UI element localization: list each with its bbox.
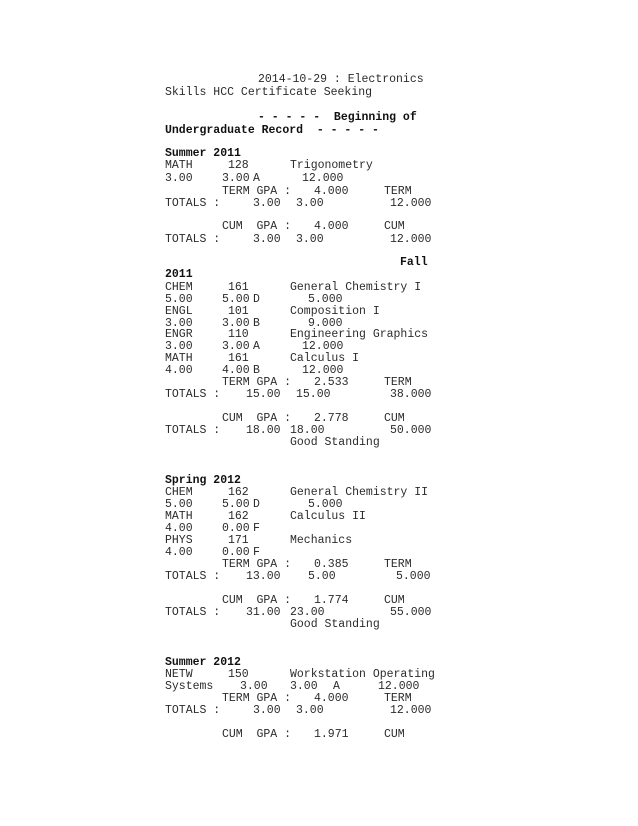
cum-attempted-total: 18.00 <box>246 424 281 437</box>
academic-standing: Good Standing <box>290 436 380 449</box>
course-title: Workstation Operating <box>290 668 435 681</box>
course-subject: CHEM <box>165 486 193 499</box>
term-earned-total: 15.00 <box>296 388 331 401</box>
cum-earned-total: 23.00 <box>290 606 325 619</box>
course-attempted: 3.00 <box>240 680 268 693</box>
course-earned: 4.00 <box>222 364 250 377</box>
course-earned: 3.00 <box>222 340 250 353</box>
term-points-total: 38.000 <box>390 388 432 401</box>
course-subject: MATH <box>165 352 193 365</box>
course-attempted: 3.00 <box>165 172 193 185</box>
course-earned: 3.00 <box>222 317 250 330</box>
course-grade: B <box>253 317 260 330</box>
cum-gpa-value: 1.971 <box>314 728 349 741</box>
course-attempted: 3.00 <box>165 340 193 353</box>
course-subject: ENGR <box>165 328 193 341</box>
cum-gpa-value: 2.778 <box>314 412 349 425</box>
term-earned-total: 3.00 <box>296 197 324 210</box>
totals-label: TOTALS : <box>165 424 221 437</box>
course-title: General Chemistry II <box>290 486 429 499</box>
cum-gpa-value: 4.000 <box>314 220 349 233</box>
course-earned: 3.00 <box>290 680 318 693</box>
course-points: 9.000 <box>308 317 343 330</box>
academic-standing: Good Standing <box>290 618 380 631</box>
course-title: Calculus II <box>290 510 366 523</box>
term-heading: Spring 2012 <box>165 474 241 487</box>
course-number: 162 <box>228 486 249 499</box>
course-number: 150 <box>228 668 249 681</box>
term-label: TERM <box>384 558 412 571</box>
course-attempted: 3.00 <box>165 317 193 330</box>
term-gpa-label: TERM GPA : <box>222 185 292 198</box>
transcript-program-status: Skills HCC Certificate Seeking <box>165 86 373 99</box>
cum-label: CUM <box>384 728 405 741</box>
term-gpa-label: TERM GPA : <box>222 558 292 571</box>
course-attempted: 4.00 <box>165 546 193 559</box>
course-points: 12.000 <box>378 680 420 693</box>
course-number: 161 <box>228 281 249 294</box>
course-earned: 0.00 <box>222 546 250 559</box>
course-number: 101 <box>228 305 249 318</box>
course-title: Trigonometry <box>290 159 373 172</box>
term-earned-total: 3.00 <box>296 704 324 717</box>
course-number: 161 <box>228 352 249 365</box>
course-grade: A <box>253 340 260 353</box>
cum-label: CUM <box>384 594 405 607</box>
course-number: 162 <box>228 510 249 523</box>
course-subject: ENGL <box>165 305 193 318</box>
cum-label: CUM <box>384 412 405 425</box>
course-points: 5.000 <box>308 293 343 306</box>
transcript-date-program: 2014-10-29 : Electronics <box>258 73 424 86</box>
course-earned: 5.00 <box>222 498 250 511</box>
course-number: 171 <box>228 534 249 547</box>
totals-label: TOTALS : <box>165 704 221 717</box>
term-attempted-total: 15.00 <box>246 388 281 401</box>
term-label: TERM <box>384 185 412 198</box>
course-grade: F <box>253 522 260 535</box>
course-title: Composition I <box>290 305 380 318</box>
course-subject: MATH <box>165 159 193 172</box>
cum-earned-total: 18.00 <box>290 424 325 437</box>
term-gpa-label: TERM GPA : <box>222 692 292 705</box>
term-points-total: 12.000 <box>390 197 432 210</box>
cum-gpa-value: 1.774 <box>314 594 349 607</box>
course-grade: D <box>253 293 260 306</box>
course-earned: 5.00 <box>222 293 250 306</box>
cum-gpa-label: CUM GPA : <box>222 728 292 741</box>
course-attempted: 5.00 <box>165 498 193 511</box>
course-grade: A <box>253 172 260 185</box>
course-subject: CHEM <box>165 281 193 294</box>
record-title-line1: - - - - - Beginning of <box>258 111 417 124</box>
course-attempted: 4.00 <box>165 364 193 377</box>
course-attempted: 4.00 <box>165 522 193 535</box>
course-grade: A <box>333 680 340 693</box>
totals-label: TOTALS : <box>165 606 221 619</box>
cum-attempted-total: 31.00 <box>246 606 281 619</box>
term-attempted-total: 3.00 <box>253 704 281 717</box>
term-heading: Summer 2012 <box>165 656 241 669</box>
course-points: 12.000 <box>302 340 344 353</box>
course-grade: B <box>253 364 260 377</box>
term-heading-part2: 2011 <box>165 268 193 281</box>
course-subject: PHYS <box>165 534 193 547</box>
course-number: 110 <box>228 328 249 341</box>
term-heading-part1: Fall <box>400 256 428 269</box>
course-earned: 3.00 <box>222 172 250 185</box>
course-points: 12.000 <box>302 172 344 185</box>
term-points-total: 5.000 <box>396 570 431 583</box>
term-heading: Summer 2011 <box>165 147 241 160</box>
term-gpa-value: 4.000 <box>314 692 349 705</box>
cum-points-total: 12.000 <box>390 233 432 246</box>
cum-gpa-label: CUM GPA : <box>222 220 292 233</box>
totals-label: TOTALS : <box>165 233 221 246</box>
cum-points-total: 50.000 <box>390 424 432 437</box>
cum-earned-total: 3.00 <box>296 233 324 246</box>
course-earned: 0.00 <box>222 522 250 535</box>
record-title-line2: Undergraduate Record - - - - - <box>165 124 379 137</box>
course-title: Engineering Graphics <box>290 328 429 341</box>
course-title-continued: Systems <box>165 680 214 693</box>
course-subject: NETW <box>165 668 193 681</box>
course-grade: F <box>253 546 260 559</box>
term-label: TERM <box>384 692 412 705</box>
cum-gpa-label: CUM GPA : <box>222 594 292 607</box>
course-number: 128 <box>228 159 249 172</box>
cum-gpa-label: CUM GPA : <box>222 412 292 425</box>
totals-label: TOTALS : <box>165 388 221 401</box>
totals-label: TOTALS : <box>165 570 221 583</box>
term-points-total: 12.000 <box>390 704 432 717</box>
term-attempted-total: 3.00 <box>253 197 281 210</box>
course-subject: MATH <box>165 510 193 523</box>
term-gpa-value: 2.533 <box>314 376 349 389</box>
term-earned-total: 5.00 <box>308 570 336 583</box>
term-gpa-value: 4.000 <box>314 185 349 198</box>
cum-points-total: 55.000 <box>390 606 432 619</box>
term-label: TERM <box>384 376 412 389</box>
course-points: 5.000 <box>308 498 343 511</box>
term-gpa-value: 0.385 <box>314 558 349 571</box>
course-grade: D <box>253 498 260 511</box>
term-gpa-label: TERM GPA : <box>222 376 292 389</box>
course-title: Calculus I <box>290 352 360 365</box>
course-title: General Chemistry I <box>290 281 422 294</box>
totals-label: TOTALS : <box>165 197 221 210</box>
cum-attempted-total: 3.00 <box>253 233 281 246</box>
term-attempted-total: 13.00 <box>246 570 281 583</box>
course-attempted: 5.00 <box>165 293 193 306</box>
course-points: 12.000 <box>302 364 344 377</box>
cum-label: CUM <box>384 220 405 233</box>
course-title: Mechanics <box>290 534 353 547</box>
